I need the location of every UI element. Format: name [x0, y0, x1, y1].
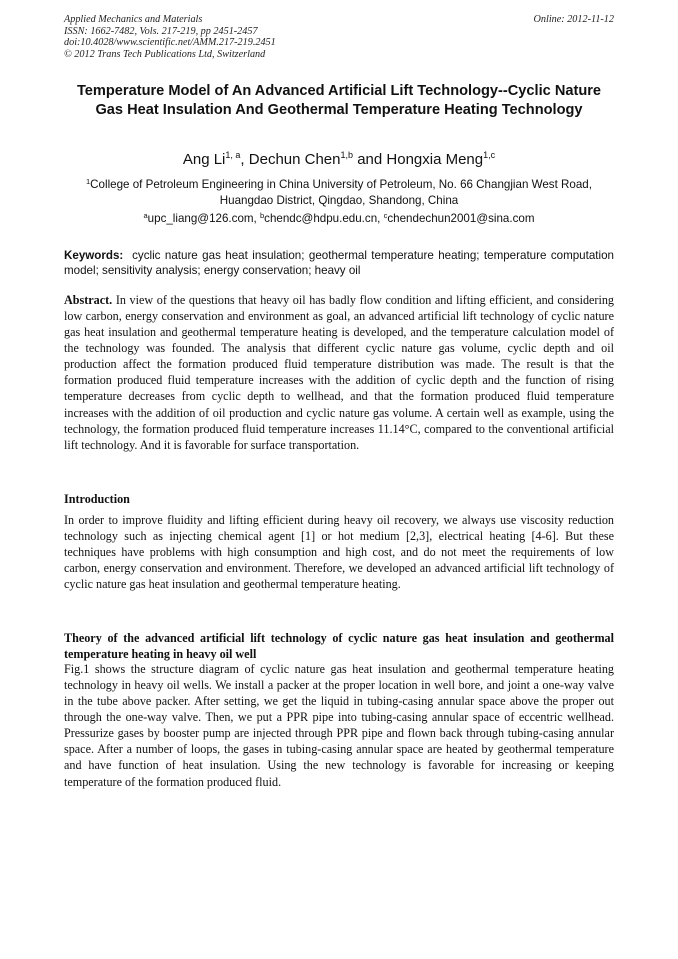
email-mark: b	[260, 211, 265, 220]
author-conjunction: and	[357, 151, 383, 168]
introduction-heading: Introduction	[64, 492, 130, 506]
author-name: Dechun Chen	[248, 151, 341, 168]
introduction-text: In order to improve fluidity and lifting efficient during heavy oil recovery, we always use viscosity reduction technology such as injecting chemical agent [1] or hot medium [2,3], electrical heating [4-6]. But these techniques have problems with high consumption and high cost, and do not meet the requirements of low carbon, energy conservation and environment. Therefore, we developed an advanced artificial lift technology of cyclic nature gas heat insulation and geothermal temperature heating.	[64, 513, 614, 592]
keywords-label: Keywords:	[64, 249, 124, 262]
theory-heading: Theory of the advanced artificial lift technology of cyclic nature gas heat insulation and geothermal temperature heating in heavy oil well	[64, 631, 614, 661]
email-mark: c	[383, 211, 388, 220]
keywords-text: cyclic nature gas heat insulation; geothermal temperature heating; temperature computation model; sensitivity analysis; energy conservation; heavy oil	[64, 249, 614, 277]
author-name: Hongxia Meng	[386, 151, 484, 168]
email-address[interactable]: chendechun2001@sina.com	[387, 212, 535, 225]
email-address[interactable]: chendc@hdpu.edu.cn,	[264, 212, 381, 225]
abstract-label: Abstract.	[64, 293, 113, 307]
author-name: Ang Li	[182, 151, 226, 168]
abstract	[64, 292, 614, 453]
author-affil-mark: 1,b	[340, 150, 354, 160]
issn-line: ISSN: 1662-7482, Vols. 217-219, pp 2451-2457	[64, 25, 258, 37]
abstract-text: In view of the questions that heavy oil has badly flow condition and lifting efficient, and considering low carbon, energy conservation and environment as goal, an advanced artificial lift technology of cyclic nature gas heat insulation and geothermal temperature heating is developed, and the temperature calculation model of the technology was founded. The analysis that different cyclic nature gas volume, cyclic depth and oil production affect the formation produced fluid temperature distribution was made. The result is that the formation produced fluid temperature increases with the addition of cyclic depth and the function of rising temperature decreases from cyclic depth to wellhead, and that the formation produced fluid temperature increases with the addition of oil production and cyclic nature gas volume. A certain well as example, using the technology, the formation produced fluid temperature increases 11.14°C, compared to the conventional artificial lift technology. And it is favorable for surface transportation.	[64, 293, 614, 452]
affiliation-text: College of Petroleum Engineering in China University of Petroleum, No. 66 Changjian West Road, Huangdao District, Qingdao, Shandong, China	[90, 178, 592, 207]
keywords	[64, 248, 614, 278]
affiliation-mark: 1	[86, 177, 91, 186]
email-list	[64, 211, 614, 226]
journal-header	[64, 14, 464, 60]
author-list: Ang Li$^{1, a}$, Dechun Chen$^{1,b}$ and Hongxia Meng$^{1,c}$	[182, 150, 496, 168]
author-affil-mark: 1,c	[483, 150, 496, 160]
theory-text: Fig.1 shows the structure diagram of cyclic nature gas heat insulation and geothermal temperature heating technology in heavy oil wells. We install a packer at the proper location in well bore, and joint a one-way valve in the tube above packer. After setting, we get the liquid in tubing-casing annular space above the proper out through the one-way valve. Then, we put a PPR pipe into tubing-casing annular space of eccentric wellhead. Pressurize gases by booster pump are injected through PPR pipe and flown back through tubing-casing annular space. After a number of loops, the gases in tubing-casing annular space are heated by geothermal temperature and have function of heat insulation. Using the new technology is favorable for increasing or keeping temperature of the formation produced fluid.	[64, 662, 614, 789]
author-affil-mark: 1, a	[225, 150, 241, 160]
email-address[interactable]: upc_liang@126.com,	[147, 212, 257, 225]
paper-title: Temperature Model of An Advanced Artificial Lift Technology--Cyclic Nature Gas Heat Insulation And Geothermal Temperature Heating Technology	[76, 83, 602, 118]
email-mark: a	[143, 211, 148, 220]
journal-name: Applied Mechanics and Materials	[64, 14, 203, 25]
copyright-line: © 2012 Trans Tech Publications Ltd, Switzerland	[64, 48, 266, 60]
doi-line: doi:10.4028/www.scientific.net/AMM.217-219.2451	[64, 37, 276, 48]
online-date: Online: 2012-11-12	[533, 14, 614, 25]
affiliation	[64, 177, 614, 208]
